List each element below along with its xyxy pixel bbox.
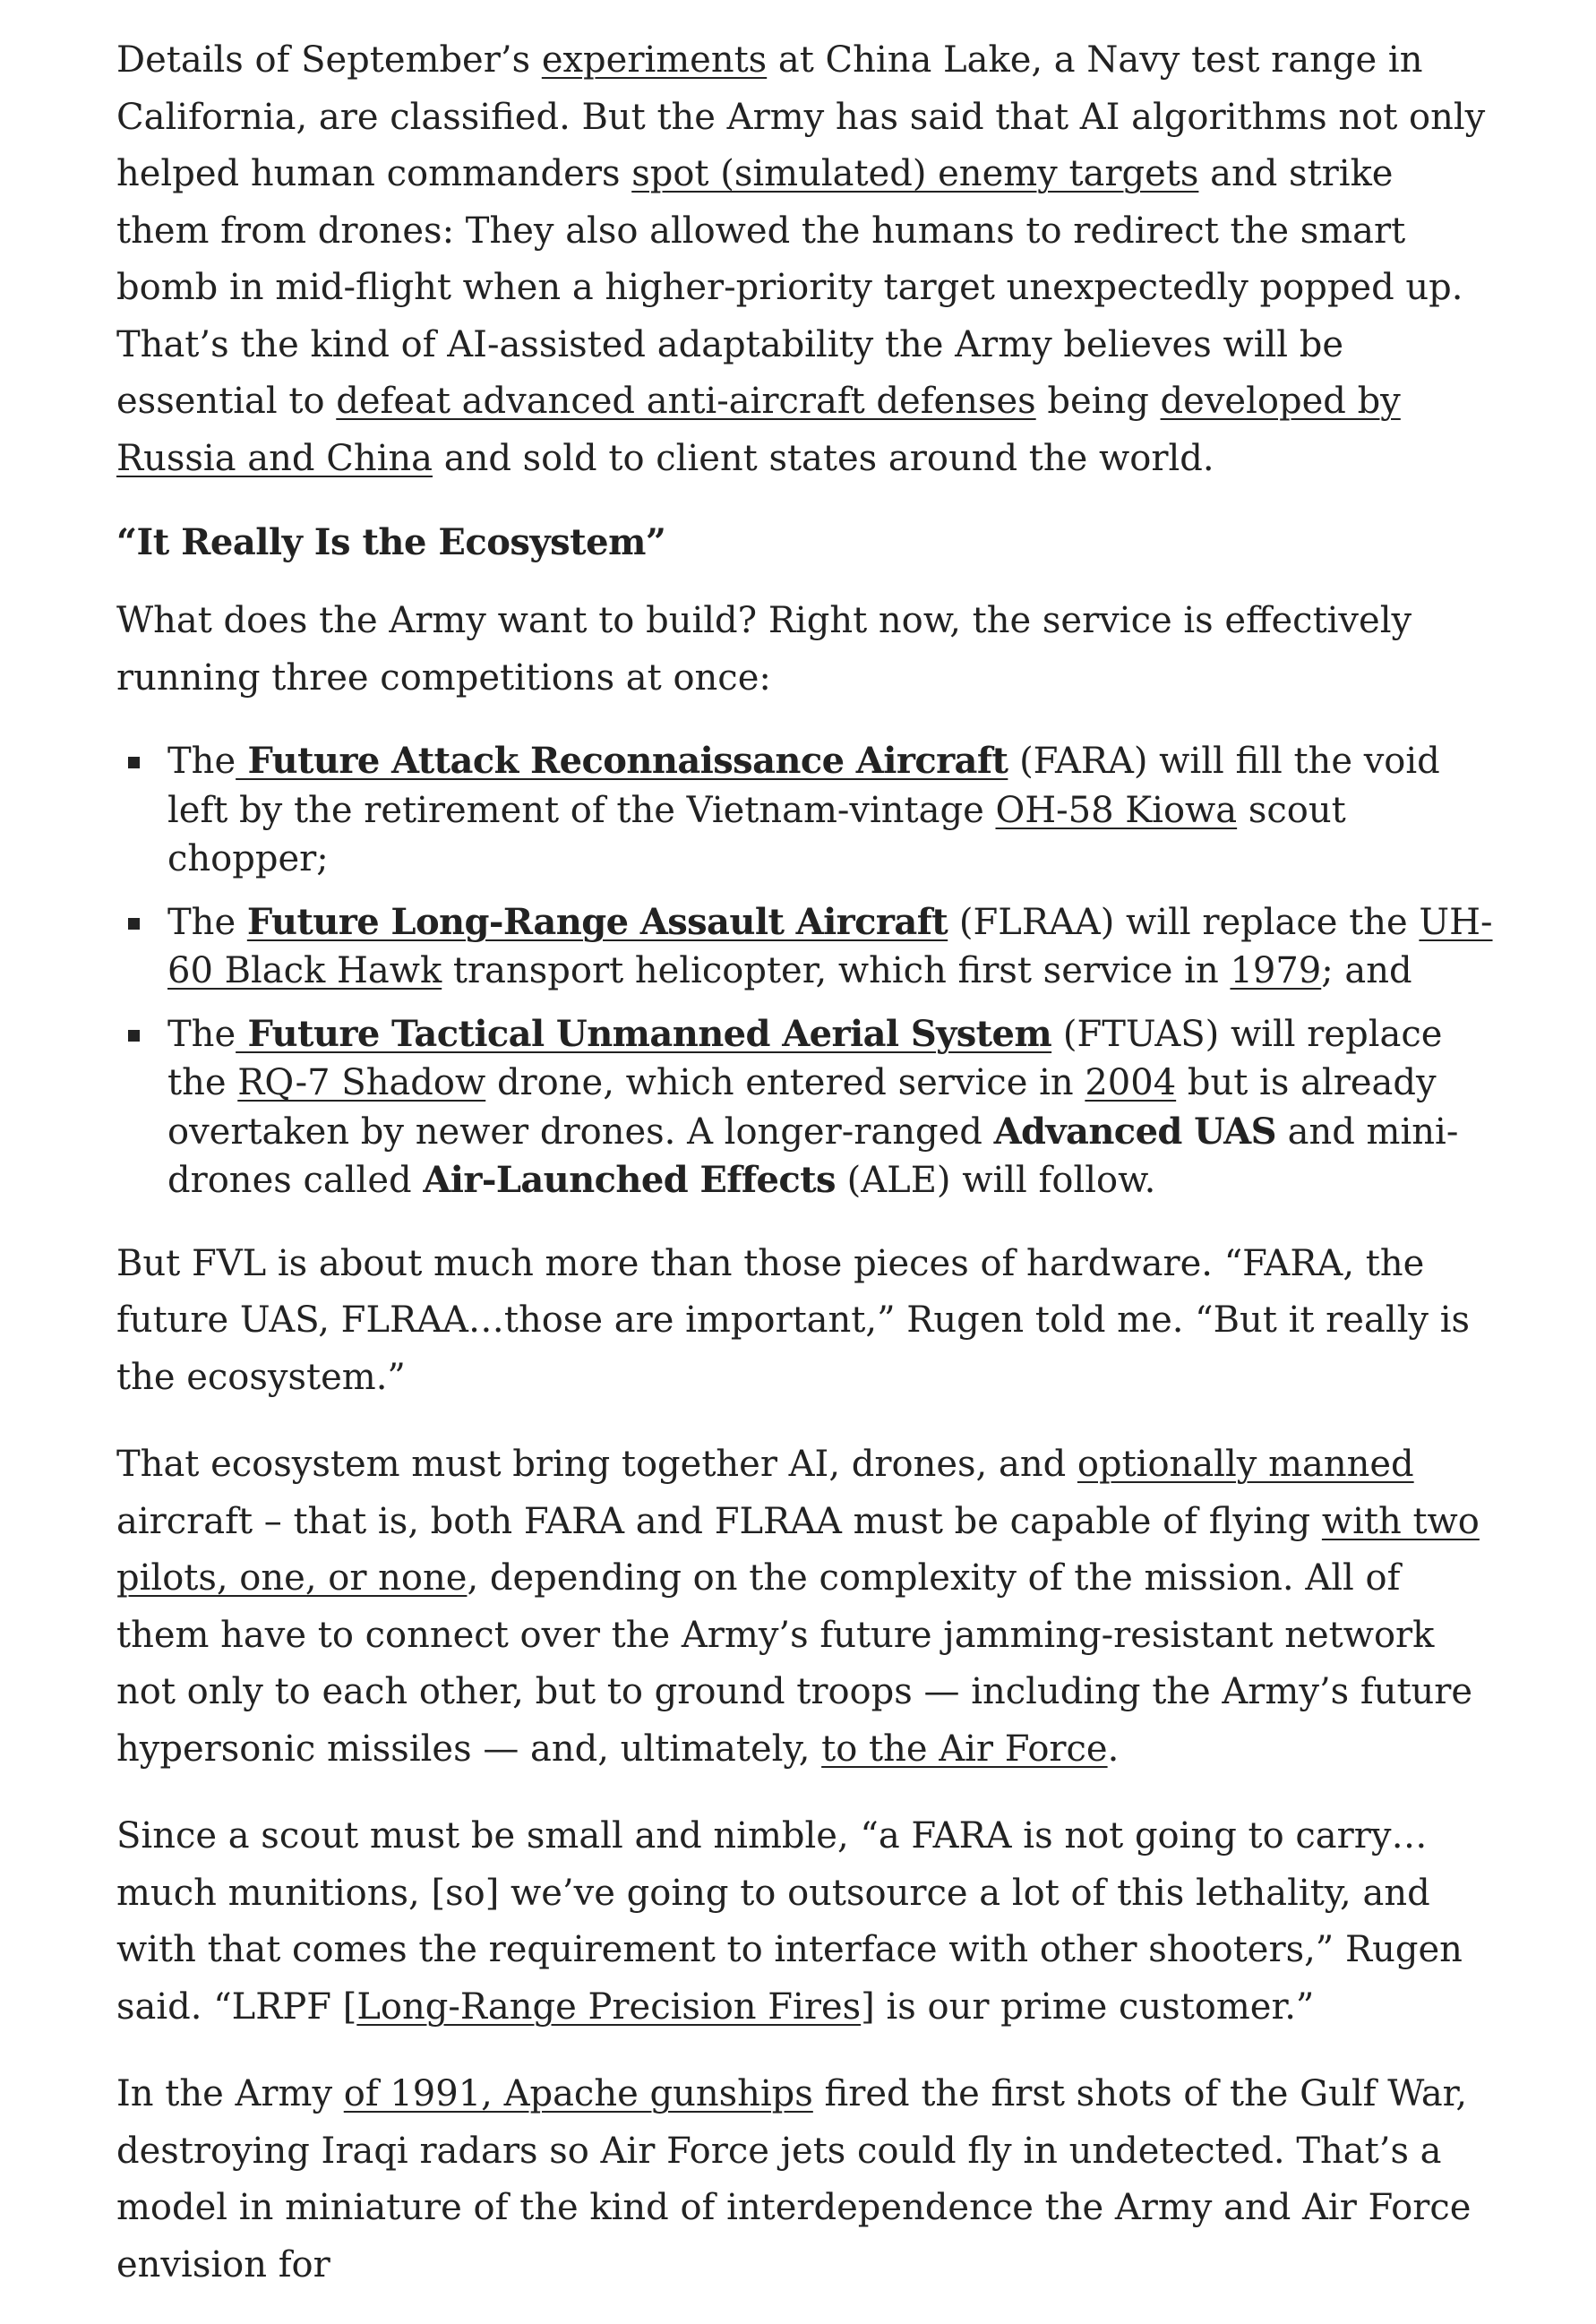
paragraph-china-lake: Details of September’s experiments at China Lake, a Navy test range in California, are classified. But the Army has said that AI algorithms not only helped human commanders spot (simulated) enemy targets and strike them from drones: They also allowed the humans to redirect the smart bomb in mid-flight when a higher-priority target unexpectedly popped up. That’s the kind of AI-assisted adaptability the Army believes will be essential to defeat advanced anti-aircraft defenses being developed by Russia and China and sold to client states around the world. (116, 39, 1486, 479)
bold-air-launched-effects: Air-Launched Effects (423, 1159, 836, 1201)
section-heading: “It Really Is the Ecosystem” (116, 521, 666, 563)
link-ftuas[interactable]: Future Tactical Unmanned Aerial System (236, 1012, 1052, 1055)
paragraph-ecosystem-details: That ecosystem must bring together AI, drones, and optionally manned aircraft – that is, both FARA and FLRAA must be capable of flying with two pilots, one, or none, depending on the complexity of the mission. All of them have to connect over the Army’s future jamming-resistant network not only to each other, but to ground troops — including the Army’s future hypersonic missiles — and, ultimately, to the Air Force. (116, 1444, 1480, 1770)
link-2004[interactable]: 2004 (1085, 1062, 1177, 1103)
link-flraa[interactable]: Future Long-Range Assault Aircraft (246, 900, 948, 943)
link-two-pilots[interactable]: with two pilots, one, or none (116, 1500, 1480, 1599)
paragraph-fvl-ecosystem: But FVL is about much more than those pieces of hardware. “FARA, the future UAS, FLRAA…those are important,” Rugen told me. “But it really is the ecosystem.” (116, 1242, 1471, 1398)
link-russia-china[interactable]: developed by Russia and China (116, 381, 1401, 479)
link-air-force[interactable]: to the Air Force (821, 1728, 1108, 1770)
link-experiments[interactable]: experiments (541, 39, 768, 81)
paragraph-scout-lethality: Since a scout must be small and nimble, “a FARA is not going to carry… much munitions, [so] we’ve going to outsource a lot of this lethality, and with that comes the requirement to interface with other shooters,” Rugen said. “LRPF [Long-Range Precision Fires] is our prime customer.” (116, 1815, 1463, 2028)
link-fara[interactable]: Future Attack Reconnaissance Aircraft (236, 740, 1008, 782)
link-1979[interactable]: 1979 (1230, 950, 1322, 991)
link-uh60-black-hawk[interactable]: UH-60 Black Hawk (167, 901, 1493, 991)
link-optionally-manned[interactable]: optionally manned (1077, 1444, 1414, 1485)
list-item-ftuas: The Future Tactical Unmanned Aerial System (FTUAS) will replace the RQ-7 Shadow drone, which entered service in 2004 but is already overtaken by newer drones. A longer-ranged Advanced UAS and mini-drones called Air-Launched Effects (ALE) will follow. (116, 1010, 1496, 1205)
list-item-flraa: The Future Long-Range Assault Aircraft (FLRAA) will replace the UH-60 Black Hawk transport helicopter, which first service in 1979; and (116, 898, 1496, 996)
link-oh58-kiowa[interactable]: OH-58 Kiowa (995, 789, 1238, 831)
competitions-list (116, 737, 1496, 1205)
paragraph-competitions: What does the Army want to build? Right now, the service is effectively running three competitions at once: (116, 600, 1412, 699)
link-rq7-shadow[interactable]: RQ-7 Shadow (237, 1062, 486, 1103)
link-apache-gunships[interactable]: of 1991, Apache gunships (343, 2073, 813, 2114)
bold-advanced-uas: Advanced UAS (993, 1110, 1276, 1153)
link-defeat-anti-aircraft[interactable]: defeat advanced anti-aircraft defenses (336, 381, 1036, 422)
list-item-fara: The Future Attack Reconnaissance Aircraft (FARA) will fill the void left by the retirement of the Vietnam-vintage OH-58 Kiowa scout chopper; (116, 737, 1496, 884)
link-spot-enemy-targets[interactable]: spot (simulated) enemy targets (631, 153, 1199, 194)
link-long-range-precision-fires[interactable]: Long-Range Precision Fires (356, 1985, 862, 2028)
article-body (116, 32, 1496, 2324)
paragraph-gulf-war: In the Army of 1991, Apache gunships fired the first shots of the Gulf War, destroying Iraqi radars so Air Force jets could fly in undetected. That’s a model in miniature of the kind of interdependence the Army and Air Force envision for (116, 2073, 1472, 2285)
